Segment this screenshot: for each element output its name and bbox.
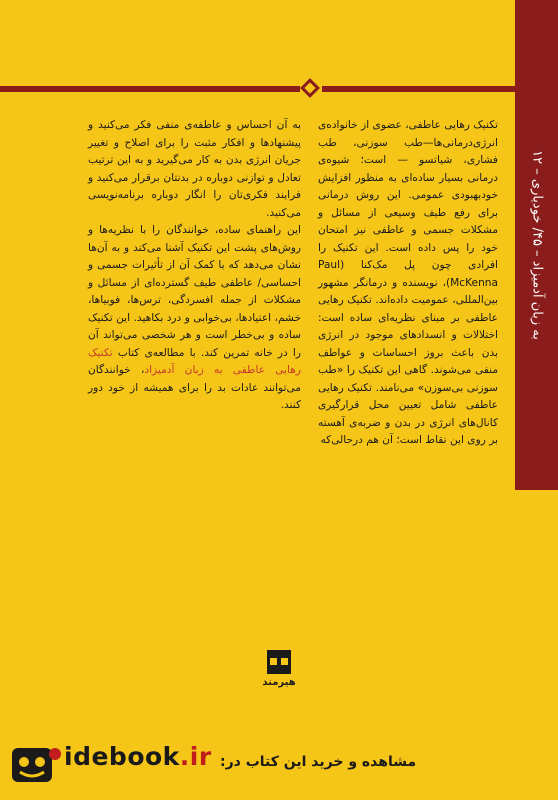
top-rule-left [0, 86, 300, 92]
top-rule-right [322, 86, 515, 92]
spine-series-text: به زبان آدمیزاد – ۴۵/ خودیاری – ۱۲ [529, 150, 544, 340]
book-title-highlight: تکنیک رهایی عاطفی به زبان آدمیزاد [88, 346, 301, 376]
watermark-banner[interactable] [0, 728, 558, 800]
publisher-logo-icon [267, 650, 291, 674]
book-reader-icon [10, 742, 65, 790]
publisher-name: هیرمند [262, 677, 296, 688]
body-paragraph [88, 222, 301, 415]
body-text: این راهنمای ساده، خوانندگان را با نظریه‌ها و روش‌های پشت این تکنیک آشنا می‌کند و به آن‌ها نشان می‌دهد که با کمک آن از تأثیرات جسمی و احساسی/ عاطفی طیف گسترده‌ای از مسائل و مشکلات از جمله افسردگی، ترس‌ها، فوبیاها، خشم، اعتیادها، بی‌خوابی و درد بکاهید. این تکنیک ساده و بی‌خطر است و هر شخصی می‌تواند آن را در خانه تمرین کند. با مطالعه‌ی کتاب [88, 224, 301, 359]
spine-label-area [515, 0, 558, 490]
publisher-logo [261, 650, 297, 692]
watermark-caption: مشاهده و خرید این کتاب در: [220, 754, 417, 770]
body-paragraph: تکنیک رهایی عاطفی، عضوی از خانواده‌ی انرژی‌درمانی‌ها—طب سوزنی، طب فشاری، شیاتسو — است؛ شیوه‌ی درمانی بسیار ساده‌ای به منظور افزایش خودبهبودی عمومی. این روش درمانی برای رفع طیف وسیعی از مسائل و مشکلات جسمی و عاطفی نیز امتحان خود را پس داده است. این تکنیک را افرادی چون پل مک‌کنا (Paul McKenna)، نویسنده و درمانگر مشهور بین‌المللی، عمومیت داده‌اند. تکنیک رهایی عاطفی بر مبنای نظریه‌ای ساده است: اختلالات و انسدادهای موجود در انرژی بدن باعث بروز احساسات و عواطف منفی می‌شوند. گاهی این تکنیک را «طب سوزنی بی‌سوزن» می‌نامند. تکنیک رهایی عاطفی شامل تعیین محل قرارگیری کانال‌های انرژی در بدن و ضربه‌ی آهسته بر روی این نقاط است؛ آن هم درحالی‌که [318, 119, 498, 446]
watermark-brand: idebook.ir [64, 742, 212, 771]
left-text-column [88, 117, 301, 415]
diamond-ornament [300, 78, 320, 98]
body-paragraph: به آن احساس و عاطفه‌ی منفی فکر می‌کنید و پیشنهادها و افکار مثبت را برای اصلاح و تغییر جریان انرژی بدن به کار می‌گیرید و به این ترتیب تعادل و توازنی دوباره در بدنتان برقرار می‌کنید و فرایند فکری‌تان را انگار دوباره برنامه‌نویسی می‌کنید. [88, 119, 301, 219]
body-text: ، خوانندگان می‌توانند عادات بد را برای همیشه از خود دور کنند. [88, 364, 301, 411]
right-text-column [318, 117, 498, 450]
